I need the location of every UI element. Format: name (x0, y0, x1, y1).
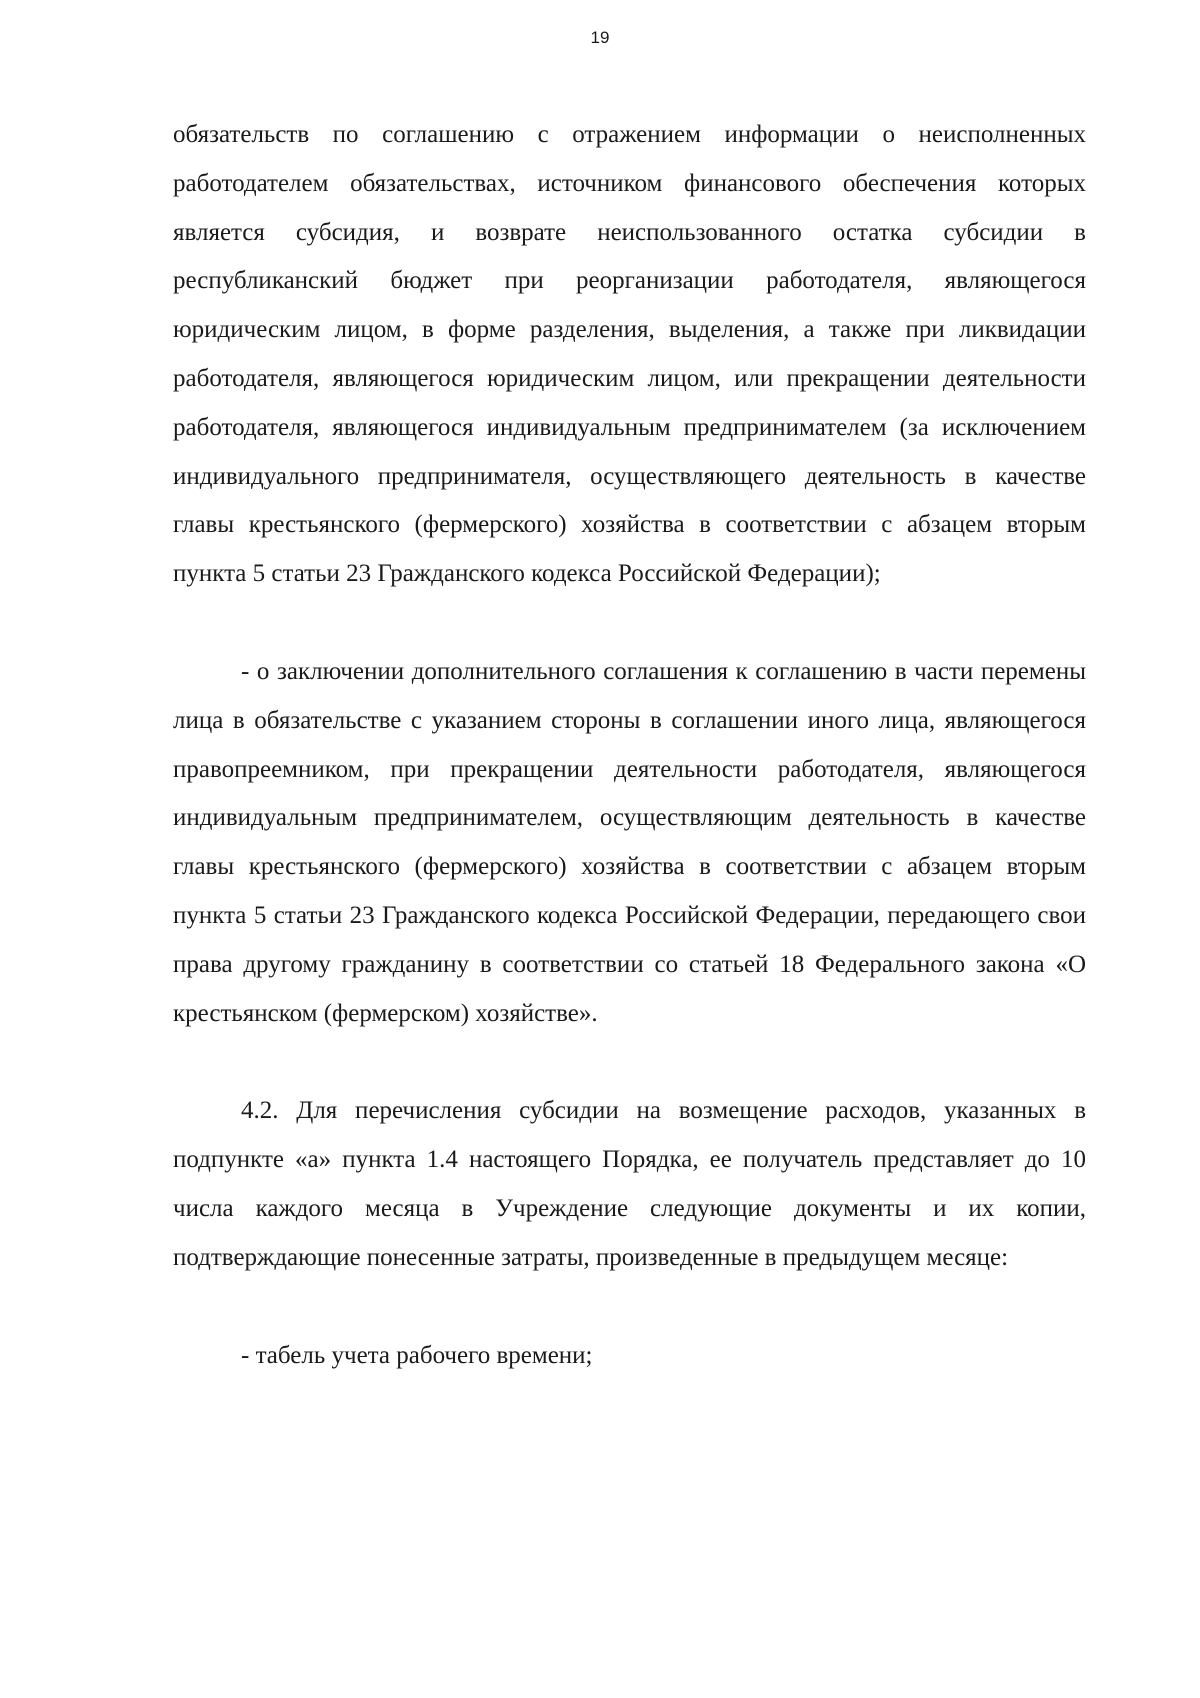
paragraph-section-4-2: 4.2. Для перечисления субсидии на возмещение расходов, указанных в подпункте «а» пункта 1.4 настоящего Порядка, ее получатель представляет до 10 числа каждого месяца в Учреждение следующие документы и их копии, подтверждающие понесенные затраты, произведенные в предыдущем месяце: (173, 1097, 1086, 1271)
page-number: 19 (590, 28, 610, 47)
document-body (173, 111, 1086, 1380)
paragraph-continued-obligations: обязательств по соглашению с отражением информации о неисполненных работодателем обязательствах, источником финансового обеспечения которых является субсидия, и возврате неиспользованного остатка субсидии в республиканский бюджет при реорганизации работодателя, являющегося юридическим лицом, в форме разделения, выделения, а также при ликвидации работодателя, являющегося юридическим лицом, или прекращении деятельности работодателя, являющегося индивидуальным предпринимателем (за исключением индивидуального предпринимателя, осуществляющего деятельность в качестве главы крестьянского (фермерского) хозяйства в соответствии с абзацем вторым пункта 5 статьи 23 Гражданского кодекса Российской Федерации); (173, 121, 1086, 588)
paragraph-timesheet-item: - табель учета рабочего времени; (241, 1341, 593, 1369)
paragraph-additional-agreement: - о заключении дополнительного соглашения к соглашению в части перемены лица в обязательстве с указанием стороны в соглашении иного лица, являющегося правопреемником, при прекращении деятельности работодателя, являющегося индивидуальным предпринимателем, осуществляющим деятельность в качестве главы крестьянского (фермерского) хозяйства в соответствии с абзацем вторым пункта 5 статьи 23 Гражданского кодекса Российской Федерации, передающего свои права другому гражданину в соответствии со статьей 18 Федерального закона «О крестьянском (фермерском) хозяйстве». (173, 657, 1086, 1027)
